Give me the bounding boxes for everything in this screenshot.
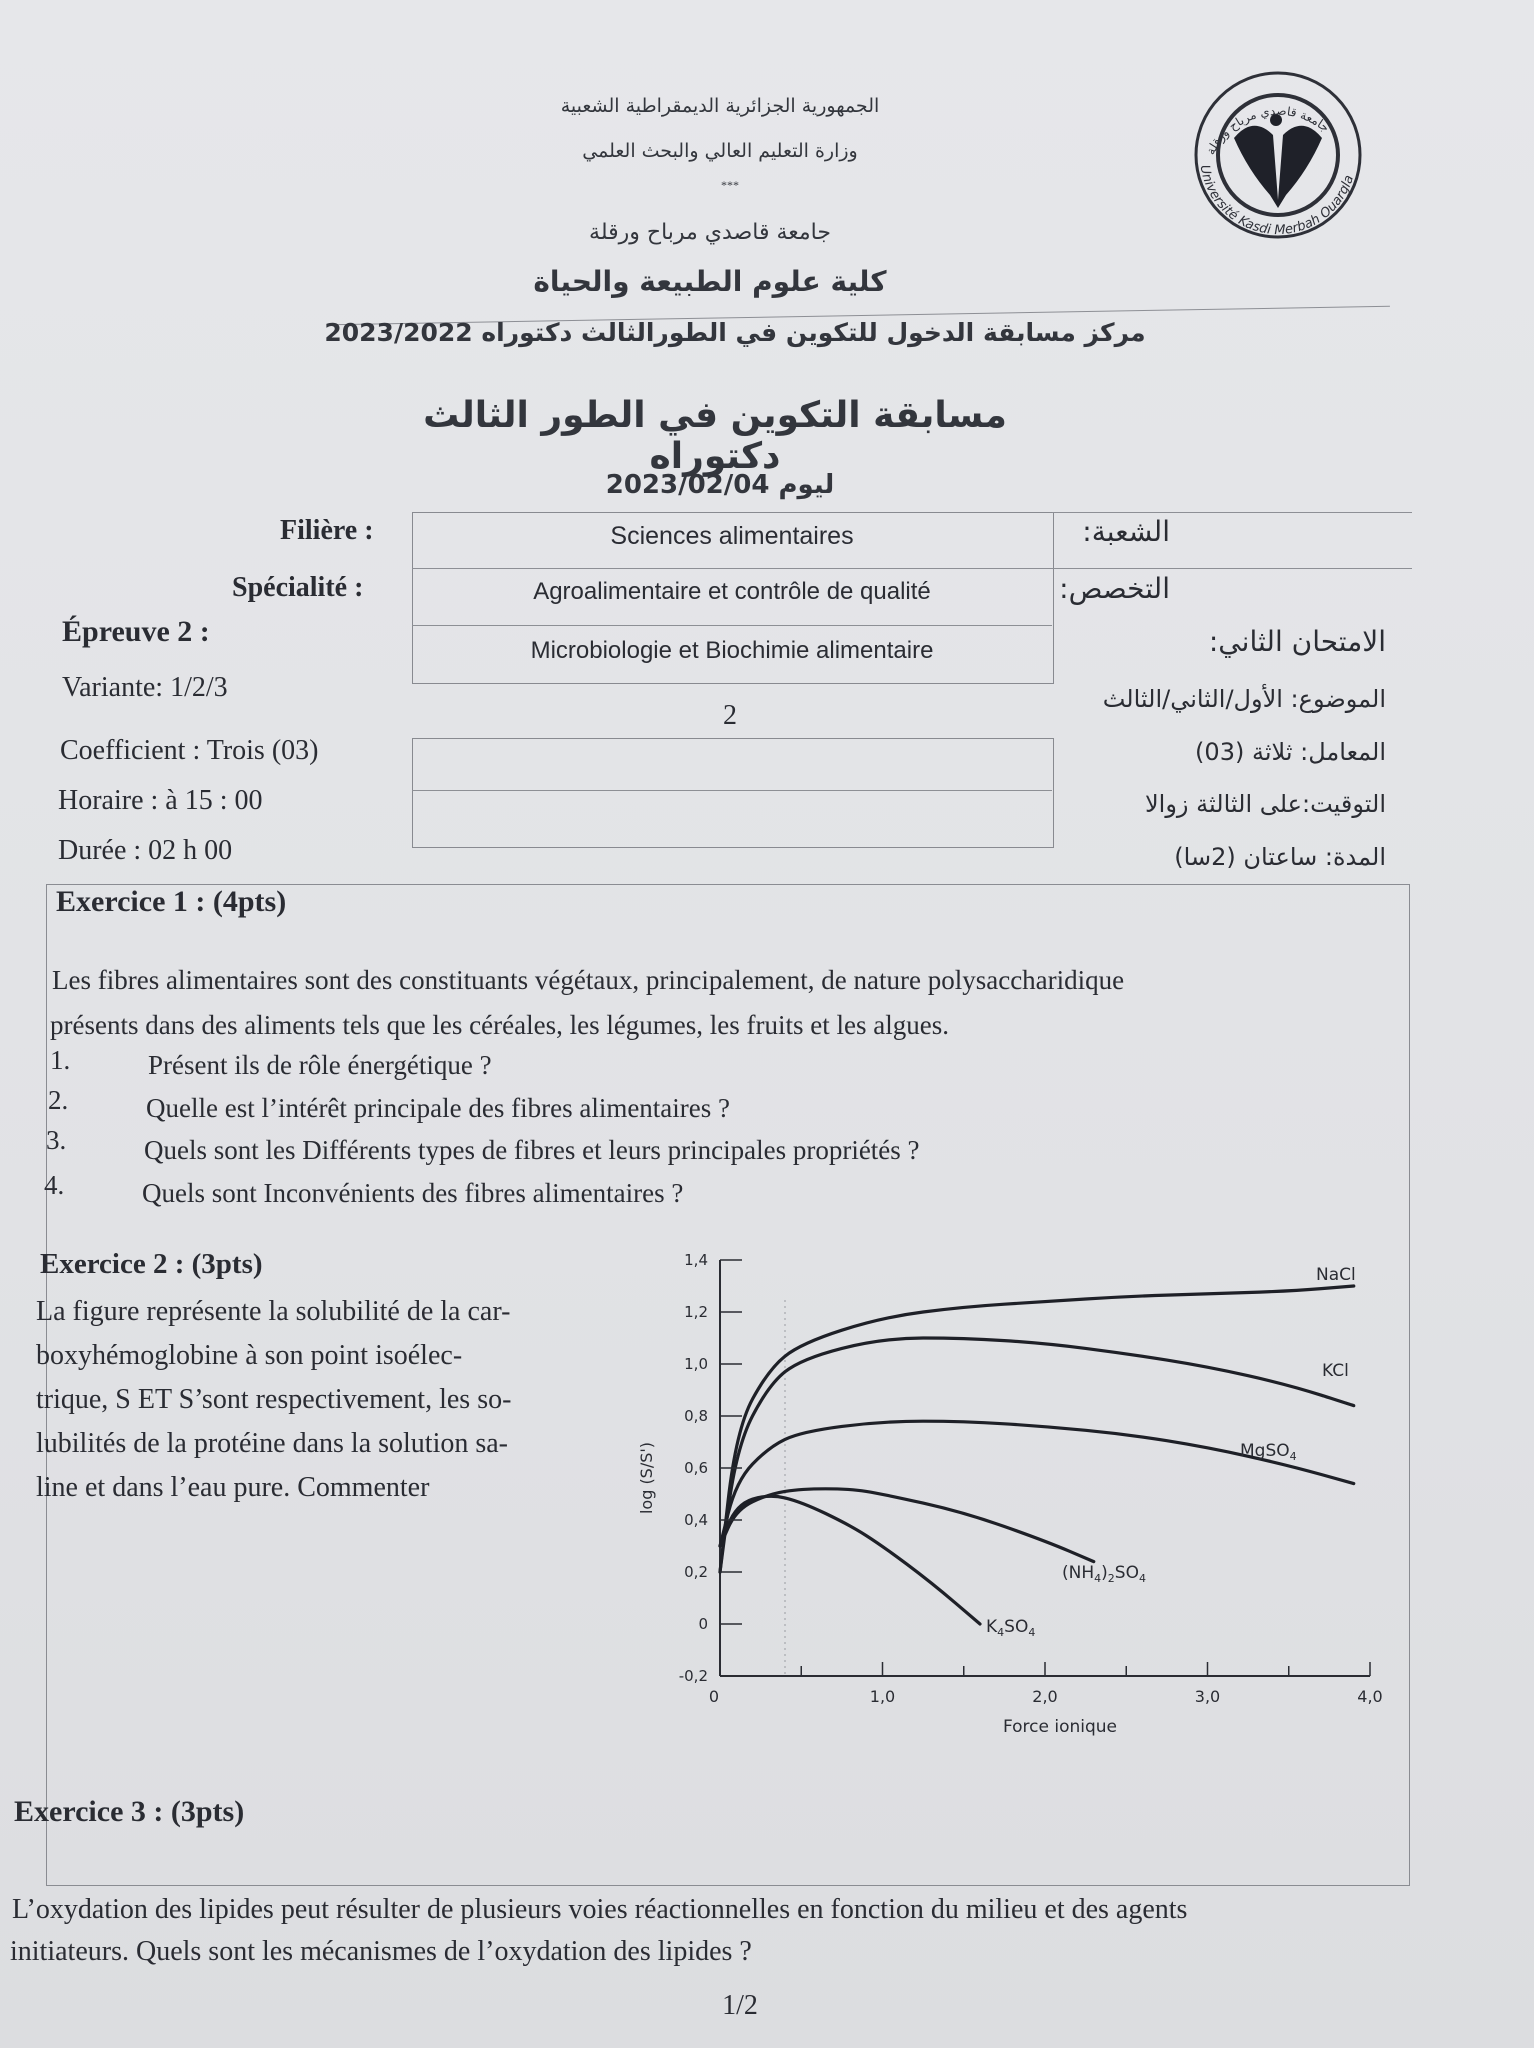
label-nacl: NaCl [1316,1265,1356,1285]
page-number: 1/2 [722,1990,758,2021]
epreuve-ar: الامتحان الثاني: [1208,625,1386,658]
ministry-line: وزارة التعليم العالي والبحث العلمي [582,140,858,162]
ex1-q4-num: 4. [44,1170,65,1200]
coefficient-label: Coefficient : Trois (03) [60,735,319,766]
ex1-q3-text: Quels sont les Différents types de fibres et leurs principales propriétés ? [144,1135,920,1165]
ex2-line: La figure représente la solubilité de la car- [36,1296,511,1327]
y-tick-label: 1,4 [684,1251,708,1269]
y-tick-label: 0,2 [684,1563,708,1581]
y-tick-label: 1,0 [684,1355,708,1373]
ex1-title: Exercice 1 : (4pts) [56,885,287,918]
ex3-line-2: initiateurs. Quels sont les mécanismes de l’oxydation des lipides ? [10,1936,752,1967]
duree-ar: المدة: ساعتان (2سا) [1174,843,1386,871]
faculty-line: كلية علوم الطبيعة والحياة [533,265,887,298]
university-line: جامعة قاصدي مرباح ورقلة [589,220,831,245]
horaire-ar: التوقيت:على الثالثة زوالا [1144,790,1386,818]
horaire-label: Horaire : à 15 : 00 [58,785,263,816]
solubility-chart [610,1238,1410,1738]
variante-value: 2 [723,700,737,731]
epreuve-value: Microbiologie et Biochimie alimentaire [530,637,934,664]
ex3-title: Exercice 3 : (3pts) [14,1795,245,1828]
specialite-value: Agroalimentaire et contrôle de qualité [533,578,931,605]
y-tick-label: -0,2 [678,1667,708,1685]
contest-title: مسابقة التكوين في الطور الثالث دكتوراه [423,395,1007,477]
x-tick-label: 0 [708,1687,720,1706]
separator-stars: *** [721,178,739,192]
university-logo [1168,60,1388,250]
exam-date: ليوم 2023/02/04 [605,470,835,500]
epreuve-label: Épreuve 2 : [62,615,210,648]
x-tick-label: 2,0 [1032,1687,1058,1706]
ex2-line: line et dans l’eau pure. Commenter [36,1472,430,1503]
ex1-q1-num: 1. [50,1045,71,1075]
variante-label: Variante: 1/2/3 [62,672,228,703]
specialite-ar: التخصص: [1059,572,1170,605]
y-tick-label: 0,6 [684,1459,708,1477]
center-line: مركز مسابقة الدخول للتكوين في الطورالثالث دكتوراه 2023/2022 [324,318,1146,347]
ex1-q2-text: Quelle est l’intérêt principale des fibres alimentaires ? [146,1093,731,1123]
x-tick-label: 4,0 [1357,1687,1383,1706]
y-tick-label: 0,8 [684,1407,708,1425]
ex2-line: lubilités de la protéine dans la solution sa- [36,1428,509,1459]
variante-ar: الموضوع: الأول/الثاني/الثالث [1102,685,1386,713]
specialite-label: Spécialité : [232,572,364,603]
y-tick-label: 0 [698,1615,708,1633]
curve-k2so4 [720,1496,980,1624]
label-mgso4: MgSO$_4$ [1240,1441,1297,1463]
ex2-line: boxyhémoglobine à son point isoélec- [36,1340,463,1371]
ex1-intro-1: Les fibres alimentaires sont des constituants végétaux, principalement, de nature polysaccharidique [52,965,1125,995]
filiere-value: Sciences alimentaires [610,522,854,550]
curve-nh42so4 [720,1489,1094,1562]
republic-line: الجمهورية الجزائرية الديمقراطية الشعبية [560,95,880,117]
x-axis-label: Force ionique [1002,1717,1118,1737]
x-tick-label: 1,0 [869,1687,896,1706]
filiere-ar: الشعبة: [1082,515,1170,548]
svg-text:Université Kasdi Merbah Ouargl: Université Kasdi Merbah Ouargla [1196,163,1358,239]
ex2-title: Exercice 2 : (3pts) [40,1248,263,1280]
label-k2so4: $K_4SO_4$ [986,1617,1036,1639]
label-kcl: KCl [1322,1361,1349,1381]
y-tick-label: 1,2 [684,1303,708,1321]
curve-mgso4 [720,1421,1354,1546]
coefficient-ar: المعامل: ثلاثة (03) [1195,738,1386,766]
y-tick-label: 0,4 [684,1511,708,1529]
ex1-q2-num: 2. [48,1085,69,1115]
ex1-q3-num: 3. [46,1125,67,1155]
label-nh4-2so4: $(NH_4)_2SO_4$ [1062,1563,1146,1585]
ex2-text [36,1290,596,1510]
svg-text:جامعة قاصدي مرباح ورقلة: جامعة قاصدي مرباح ورقلة [1203,103,1333,157]
logo-seal-icon [1168,60,1388,250]
ex1-q4-text: Quels sont Inconvénients des fibres alimentaires ? [142,1178,684,1208]
ex2-line: trique, S ET S’sont respectivement, les so- [36,1384,512,1415]
ex1-q1-text: Présent ils de rôle énergétique ? [148,1050,492,1080]
ex3-line-1: L’oxydation des lipides peut résulter de plusieurs voies réactionnelles en fonction du milieu et des agents [12,1894,1188,1925]
filiere-label: Filière : [280,515,374,546]
info-table-bottom [412,738,1054,848]
duree-label: Durée : 02 h 00 [58,835,233,866]
y-axis-label: log (S/S') [637,1441,656,1515]
x-tick-label: 3,0 [1194,1687,1221,1706]
ex1-intro-2: présents dans des aliments tels que les céréales, les légumes, les fruits et les algues. [50,1010,949,1040]
